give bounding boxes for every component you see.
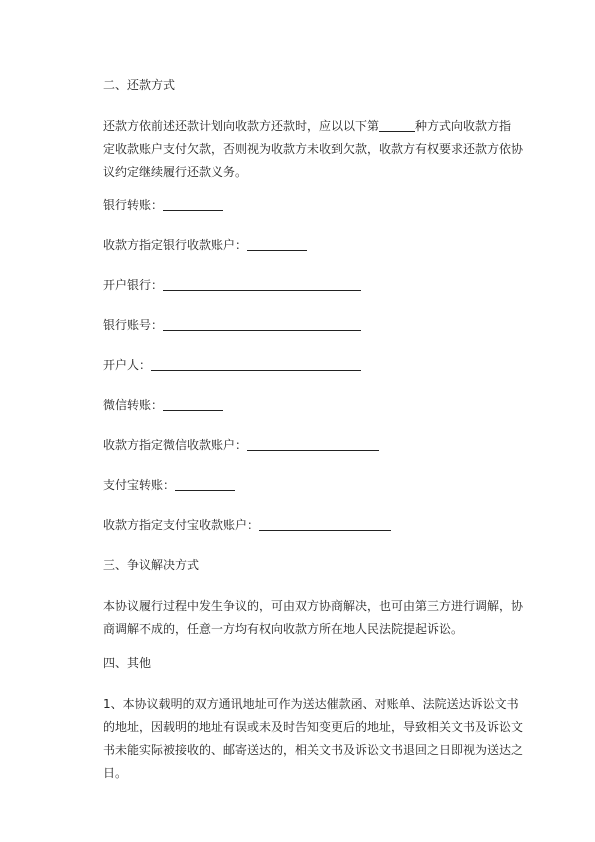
field-bank-transfer	[103, 198, 223, 212]
field-label: 收款方指定支付宝收款账户：	[103, 518, 260, 532]
field-wechat-transfer	[103, 398, 223, 412]
field-label: 银行转账：	[103, 198, 164, 212]
section-heading-other: 四、其他	[103, 656, 152, 670]
field-label: 收款方指定银行收款账户：	[103, 238, 248, 252]
field-label: 开户银行：	[103, 278, 164, 292]
field-bank-receiving-account	[103, 238, 307, 252]
field-blank[interactable]	[175, 479, 235, 491]
field-blank[interactable]	[259, 519, 391, 531]
field-label: 微信转账：	[103, 398, 164, 412]
field-blank[interactable]	[151, 359, 361, 371]
field-account-holder	[103, 358, 361, 372]
repayment-method-text-1: 还款方依前述还款计划向收款方还款时，应以以下第	[103, 119, 380, 133]
field-blank[interactable]	[163, 319, 361, 331]
section-heading-dispute-resolution: 三、争议解决方式	[103, 558, 200, 572]
method-number-blank[interactable]	[379, 120, 415, 132]
field-blank[interactable]	[247, 239, 307, 251]
field-label: 支付宝转账：	[103, 478, 176, 492]
field-wechat-receiving-account	[103, 438, 379, 452]
field-label: 收款方指定微信收款账户：	[103, 438, 248, 452]
dispute-resolution-paragraph: 本协议履行过程中发生争议的，可由双方协商解决，也可由第三方进行调解，协商调解不成的，任意一方均有权向收款方所在地人民法院提起诉讼。	[103, 599, 524, 636]
repayment-method-text-2: 种方式向收款方指定收款账户支付欠款，否则视为收款方未收到欠款，收款方有权要求还款方依协议约定继续履行还款义务。	[103, 119, 524, 179]
field-label: 银行账号：	[103, 318, 164, 332]
field-blank[interactable]	[163, 279, 361, 291]
other-paragraph-1: 1、本协议载明的双方通讯地址可作为送达催款函、对账单、法院送达诉讼文书的地址，因载明的地址有误或未及时告知变更后的地址，导致相关文书及诉讼文书未能实际被接收的、邮寄送达的，相关文书及诉讼文书退回之日即视为送达之日。	[103, 697, 524, 780]
field-alipay-transfer	[103, 478, 235, 492]
field-blank[interactable]	[163, 399, 223, 411]
section-heading-repayment-method: 二、还款方式	[103, 78, 176, 92]
field-alipay-receiving-account	[103, 518, 391, 532]
field-bank-account-number	[103, 318, 361, 332]
field-blank[interactable]	[163, 199, 223, 211]
field-label: 开户人：	[103, 358, 152, 372]
field-opening-bank	[103, 278, 361, 292]
repayment-method-paragraph	[103, 115, 523, 184]
field-blank[interactable]	[247, 439, 379, 451]
